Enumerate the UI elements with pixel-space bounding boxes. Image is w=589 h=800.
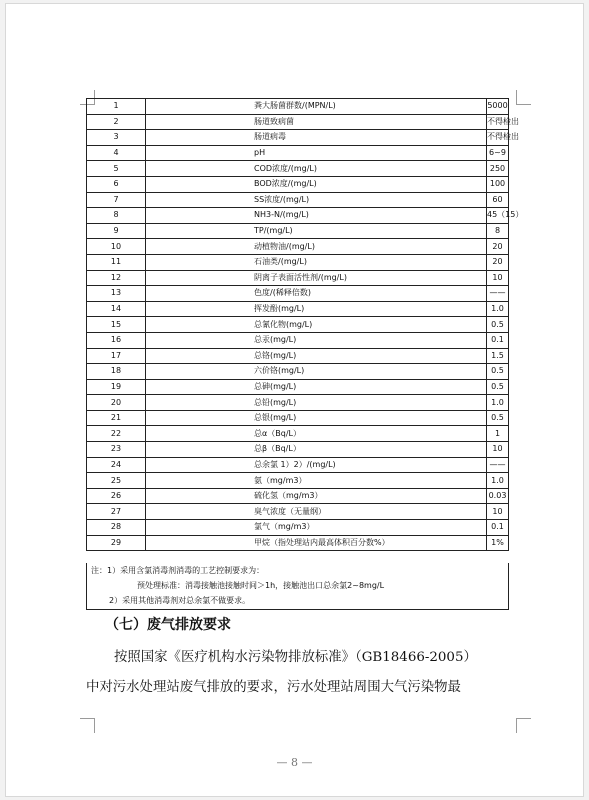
pollutant-name: 总银(mg/L) [146,410,487,426]
row-number: 14 [87,301,146,317]
row-number: 10 [87,239,146,255]
row-number: 25 [87,473,146,489]
crop-mark-bottom-right [516,718,531,733]
row-number: 1 [87,99,146,115]
pollutant-name: 色度/(稀释倍数) [146,286,487,302]
table-notes [86,563,509,610]
table-row [87,208,509,224]
table-row [87,379,509,395]
row-number: 21 [87,410,146,426]
row-number: 5 [87,161,146,177]
pollutant-name: BOD浓度/(mg/L) [146,176,487,192]
pollutant-name: 总汞(mg/L) [146,332,487,348]
row-number: 8 [87,208,146,224]
limit-value: 不得检出 [487,114,509,130]
table-row [87,130,509,146]
table-row [87,535,509,551]
limit-value: 0.5 [487,379,509,395]
table-row [87,473,509,489]
row-number: 22 [87,426,146,442]
row-number: 29 [87,535,146,551]
limit-value: 0.1 [487,520,509,536]
limit-value: 1.0 [487,473,509,489]
note-line: 2）采用其他消毒剂对总余氯不做要求。 [109,596,251,605]
pollutant-name: 肠道致病菌 [146,114,487,130]
row-number: 23 [87,442,146,458]
limit-value: 0.5 [487,364,509,380]
row-number: 13 [87,286,146,302]
pollutant-name: NH3-N/(mg/L) [146,208,487,224]
pollutant-name: TP/(mg/L) [146,223,487,239]
limit-value: 不得检出 [487,130,509,146]
limit-value: 1 [487,426,509,442]
row-number: 9 [87,223,146,239]
table-row [87,114,509,130]
limit-value: 10 [487,442,509,458]
paragraph-line: 中对污水处理站废气排放的要求，污水处理站周围大气污染物最 [86,680,461,695]
pollutant-name: 硫化氢（mg/m3） [146,488,487,504]
row-number: 4 [87,145,146,161]
pollutant-limits-table [86,98,524,551]
row-number: 24 [87,457,146,473]
pollutant-name: 氯气（mg/m3） [146,520,487,536]
pollutant-name: 总β（Bq/L） [146,442,487,458]
row-number: 16 [87,332,146,348]
pollutant-name: 粪大肠菌群数/(MPN/L) [146,99,487,115]
limit-value: —— [487,286,509,302]
row-number: 15 [87,317,146,333]
limit-value: 60 [487,192,509,208]
table-row [87,317,509,333]
row-number: 20 [87,395,146,411]
pollutant-name: 动植物油/(mg/L) [146,239,487,255]
table-row [87,488,509,504]
table-row [87,223,509,239]
table-row [87,286,509,302]
table-row [87,270,509,286]
limit-value: 1% [487,535,509,551]
limit-value: 20 [487,254,509,270]
pollutant-name: 挥发酚(mg/L) [146,301,487,317]
pollutant-name: 氨（mg/m3） [146,473,487,489]
table-row [87,364,509,380]
pollutant-name: 石油类/(mg/L) [146,254,487,270]
limit-value: 10 [487,504,509,520]
limit-value: 0.5 [487,317,509,333]
pollutant-name: 总氰化物(mg/L) [146,317,487,333]
paragraph-line: 按照国家《医疗机构水污染物排放标准》（GB18466-2005） [114,650,477,665]
table-row [87,192,509,208]
table-row [87,410,509,426]
table-row [87,520,509,536]
limit-value: 20 [487,239,509,255]
pollutant-name: SS浓度/(mg/L) [146,192,487,208]
pollutant-name: 总铅(mg/L) [146,395,487,411]
pollutant-name: pH [146,145,487,161]
limit-value: 0.1 [487,332,509,348]
limit-value: 0.03 [487,488,509,504]
limit-value: 250 [487,161,509,177]
limit-value: 1.5 [487,348,509,364]
row-number: 7 [87,192,146,208]
note-line: 注：1）采用含氯消毒剂消毒的工艺控制要求为： [91,566,265,575]
table-row [87,176,509,192]
table-row [87,161,509,177]
row-number: 28 [87,520,146,536]
pollutant-name: 总α（Bq/L） [146,426,487,442]
row-number: 19 [87,379,146,395]
row-number: 26 [87,488,146,504]
table-row [87,457,509,473]
row-number: 18 [87,364,146,380]
row-number: 2 [87,114,146,130]
table-row [87,145,509,161]
row-number: 11 [87,254,146,270]
pollutant-name: 甲烷（指处理站内最高体积百分数%） [146,535,487,551]
table-row [87,254,509,270]
table-row [87,395,509,411]
limit-value: 100 [487,176,509,192]
limit-value: 10 [487,270,509,286]
pollutant-name: 总铬(mg/L) [146,348,487,364]
pollutant-name: COD浓度/(mg/L) [146,161,487,177]
limit-value: 8 [487,223,509,239]
limit-value: 0.5 [487,410,509,426]
row-number: 17 [87,348,146,364]
table-row [87,239,509,255]
limit-value: 6~9 [487,145,509,161]
limit-value: —— [487,457,509,473]
page-number: — 8 — [276,756,313,769]
table-row [87,442,509,458]
table-row [87,348,509,364]
table-row [87,99,509,115]
crop-mark-bottom-left [80,718,95,733]
limit-value: 1.0 [487,395,509,411]
pollutant-name: 肠道病毒 [146,130,487,146]
table-row [87,504,509,520]
row-number: 27 [87,504,146,520]
row-number: 6 [87,176,146,192]
pollutant-name: 六价铬(mg/L) [146,364,487,380]
section-heading: （七）废气排放要求 [105,617,231,633]
row-number: 3 [87,130,146,146]
row-number: 12 [87,270,146,286]
limit-value: 45（15） [487,208,509,224]
table-row [87,301,509,317]
note-line: 预处理标准：消毒接触池接触时间＞1h，接触池出口总余氯2~8mg/L [137,581,385,590]
pollutant-name: 总砷(mg/L) [146,379,487,395]
crop-mark-top-right [516,90,531,105]
table-row [87,426,509,442]
table-row [87,332,509,348]
pollutant-name: 总余氯 1）2）/(mg/L) [146,457,487,473]
pollutant-name: 臭气浓度（无量纲） [146,504,487,520]
pollutant-name: 阴离子表面活性剂/(mg/L) [146,270,487,286]
limit-value: 1.0 [487,301,509,317]
limit-value: 5000 [487,99,509,115]
